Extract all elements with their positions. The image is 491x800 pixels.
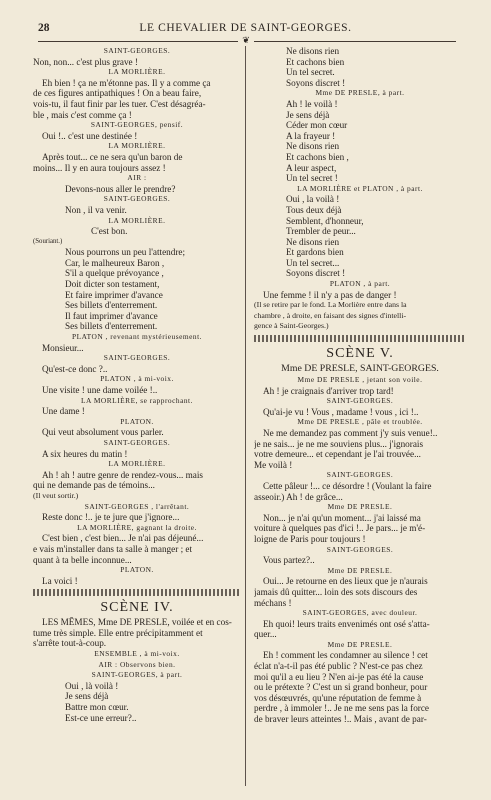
dialogue-line: Oui !.. c'est une destinée ! — [42, 130, 138, 141]
dialogue-line: qui ne demande pas de témoins... — [33, 480, 155, 491]
speaker-label: SAINT-GEORGES. — [103, 194, 171, 204]
dialogue-line: quer... — [254, 629, 277, 640]
verse-line: Devons-nous aller le prendre? — [65, 183, 176, 194]
speaker-label: SAINT-GEORGES. — [326, 544, 394, 554]
speaker-label: SAINT-GEORGES. — [103, 46, 171, 55]
verse-line: Et cachons bien — [286, 56, 345, 67]
speaker-label: SAINT-GEORGES. — [326, 470, 394, 480]
verse-line: Est-ce une erreur?.. — [65, 712, 137, 723]
verse-line: A la frayeur ! — [286, 130, 336, 141]
verse-line: Un tel secret. — [286, 67, 335, 78]
stage-direction: gence à Saint-Georges.) — [254, 321, 329, 331]
speaker-label: LA MORLIÈRE. — [108, 141, 166, 151]
speaker-label: PLATON. — [120, 565, 154, 575]
speaker-label: AIR : Observons bien. — [98, 659, 176, 669]
page-number: 28 — [38, 22, 50, 34]
dialogue-line: Une dame ! — [42, 406, 85, 417]
dialogue-line: tume très simple. Elle entre précipitamment et — [33, 627, 203, 638]
speaker-label: SAINT-GEORGES, avec douleur. — [302, 608, 418, 618]
dialogue-line: Non, non... c'est plus grave ! — [33, 56, 138, 67]
ornamental-rule — [254, 335, 466, 342]
speaker-label: SAINT-GEORGES. — [103, 353, 171, 363]
verse-line: Et gardons bien — [286, 247, 344, 258]
stage-direction: (Il se retire par le fond. La Morlière entre dans la — [254, 300, 407, 310]
speaker-label: LA MORLIÈRE. — [108, 67, 166, 77]
verse-line: Ses billets d'enterrement. — [65, 321, 158, 332]
speaker-label: PLATON , revenant mystérieusement. — [72, 332, 202, 342]
column-divider — [245, 46, 246, 786]
scene-cast: Mme DE PRESLE, SAINT-GEORGES. — [281, 363, 439, 375]
speaker-label: LA MORLIÈRE. — [108, 215, 166, 225]
dialogue-line: jamais dû quitter... loin des sots discours des — [254, 586, 418, 597]
speaker-label: ENSEMBLE , à mi-voix. — [94, 649, 180, 659]
dialogue-line: perdre , à immoler !.. Je ne me sens pas la force — [254, 703, 430, 714]
speaker-label: LA MORLIÈRE. — [108, 459, 166, 469]
speaker-label: AIR : — [127, 173, 147, 183]
verse-line: Et faire imprimer d'avance — [65, 289, 163, 300]
scene-heading: SCÈNE IV. — [100, 600, 174, 616]
dialogue-line: vois-tu, il faut finir par les tuer. C'est désagréa- — [33, 98, 206, 109]
dialogue-line: Qu'est-ce donc ?.. — [42, 363, 108, 374]
speaker-label: PLATON , à mi-voix. — [100, 374, 174, 384]
scene-heading: SCÈNE V. — [326, 346, 394, 362]
dialogue-line: moi qu'il a eu lieu ? N'en ai-je pas été la cause — [254, 671, 424, 682]
dialogue-line: A six heures du matin ! — [42, 448, 128, 459]
dialogue-line: Qui veut absolument vous parler. — [42, 427, 164, 438]
verse-line: S'il a quelque prévoyance , — [65, 268, 164, 279]
verse-line: Un tel secret ! — [286, 173, 338, 184]
dialogue-line: Eh bien ! ça ne m'étonne pas. Il y a comme ça — [42, 77, 211, 88]
verse-line: Non , il va venir. — [65, 204, 127, 215]
dialogue-line: e vais m'installer dans ta salle à manger ; et — [33, 543, 193, 554]
stage-direction: chambre , à droite, en faisant des signes d'intelli- — [254, 310, 407, 320]
dialogue-line: ble , mais c'est comme ça ! — [33, 109, 132, 120]
verse-line: Car, le malheureux Baron , — [65, 257, 165, 268]
speaker-label: Mme DE PRESLE , jetant son voile. — [297, 375, 423, 385]
verse-line: Ne disons rien — [286, 236, 340, 247]
speaker-label: SAINT-GEORGES. — [103, 437, 171, 447]
dialogue-line: méchans ! — [254, 597, 292, 608]
speaker-label: LA MORLIÈRE, se rapprochant. — [81, 395, 193, 405]
dialogue-line: Après tout... ce ne sera qu'un baron de — [42, 151, 183, 162]
dialogue-line: éclat n'a-t-il pas été public ? N'est-ce pas chez — [254, 661, 423, 672]
ornamental-rule — [33, 589, 241, 596]
dialogue-line: voiture à quelques pas d'ici !.. Je pars... je m'é- — [254, 523, 426, 534]
dialogue-line: vos désœuvrés, qu'une réputation de femme à — [254, 692, 422, 703]
verse-line: Tous deux déjà — [286, 204, 342, 215]
verse-line: C'est bon. — [91, 226, 128, 237]
dialogue-line: de ces figures antipathiques ! On a beau faire, — [33, 88, 202, 99]
verse-line: Et cachons bien , — [286, 151, 349, 162]
verse-line: A leur aspect, — [286, 162, 337, 173]
dialogue-line: Cette pâleur !... ce désordre ! (Voulant la faire — [263, 480, 432, 491]
verse-line: Je sens déjà — [286, 109, 330, 120]
dialogue-line: de braver leurs atteintes !.. Mais , avant de par- — [254, 714, 427, 725]
dialogue-line: s'arrête tout-à-coup. — [33, 638, 107, 649]
dialogue-line: Eh ! comment les condamner au silence ! cet — [263, 650, 428, 661]
speaker-label: PLATON , à part. — [329, 279, 391, 289]
verse-line: Semblent, d'honneur, — [286, 215, 364, 226]
dialogue-line: loigne de Paris pour toujours ! — [254, 533, 366, 544]
verse-line: Soyons discret ! — [286, 77, 346, 88]
dialogue-line: Ah ! je craignais d'arriver trop tard! — [263, 385, 394, 396]
verse-line: Céder mon cœur — [286, 120, 348, 131]
speaker-label: Mme DE PRESLE. — [327, 502, 393, 512]
dialogue-line: quant à ta belle inconnue... — [33, 554, 132, 565]
verse-line: Battre mon cœur. — [65, 702, 129, 713]
speaker-label: SAINT-GEORGES , l'arrêtant. — [84, 501, 190, 511]
dialogue-line: Reste donc !.. je te jure que j'ignore... — [42, 512, 180, 523]
verse-line: Nous pourrons un peu l'attendre; — [65, 247, 186, 258]
dialogue-line: Ne me demandez pas comment j'y suis venue!.. — [263, 428, 438, 438]
verse-line: Ses billets d'enterrement. — [65, 300, 158, 311]
speaker-label: Mme DE PRESLE. — [327, 565, 393, 575]
dialogue-line: je ne sais... je ne me souviens plus... j'ignorais — [254, 438, 424, 449]
dialogue-line: votre demeure... et cependant je l'ai trouvée... — [254, 449, 421, 460]
dialogue-line: asseoir.) Ah ! de grâce... — [254, 491, 343, 502]
right-text-column — [254, 46, 466, 725]
dialogue-line: Oui... Je retourne en des lieux que je n'aurais — [263, 576, 428, 587]
left-text-column — [33, 46, 241, 723]
speaker-label: LA MORLIÈRE, gagnant la droite. — [77, 522, 197, 532]
verse-line: Un tel secret... — [286, 257, 340, 268]
verse-line: Soyons discret ! — [286, 268, 346, 279]
dialogue-line: C'est bien , c'est bien... Je n'ai pas déjeuné... — [42, 533, 204, 544]
dialogue-line: Ah ! ah ! autre genre de rendez-vous... mais — [42, 469, 203, 480]
speaker-label: LA MORLIÈRE et PLATON , à part. — [297, 183, 423, 193]
dialogue-line: Me voilà ! — [254, 459, 293, 470]
speaker-label: SAINT-GEORGES, pensif. — [90, 120, 184, 130]
speaker-label: SAINT-GEORGES. — [326, 396, 394, 406]
speaker-label: Mme DE PRESLE, à part. — [315, 88, 405, 98]
dialogue-line: ou le prétexte ? C'est un si grand bonheur, pour — [254, 682, 428, 693]
dialogue-line: Monsieur... — [42, 342, 84, 353]
dialogue-line: LES MÊMES, Mme DE PRESLE, voilée et en cos- — [42, 617, 232, 628]
speaker-label: PLATON. — [120, 416, 154, 426]
dialogue-line: Une femme ! il n'y a pas de danger ! — [263, 289, 397, 300]
verse-line: Trembler de peur... — [286, 226, 356, 237]
dialogue-line: moins... Il y en aura toujours assez ! — [33, 162, 166, 173]
running-title: LE CHEVALIER DE SAINT-GEORGES. — [139, 22, 352, 34]
stage-note: (Souriant.) — [33, 237, 63, 245]
dialogue-line: Qu'ai-je vu ! Vous , madame ! vous , ici !.. — [263, 406, 419, 417]
fleuron-ornament: ❦ — [238, 36, 254, 46]
verse-line: Doit dicter son testament, — [65, 279, 160, 290]
verse-line: Oui , la voilà ! — [286, 194, 340, 205]
dialogue-line: Non... je n'ai qu'un moment... j'ai laissé ma — [263, 512, 421, 523]
verse-line: Il faut imprimer d'avance — [65, 310, 158, 321]
verse-line: Ne disons rien — [286, 46, 340, 56]
speaker-label: Mme DE PRESLE , pâle et troublée. — [297, 417, 423, 427]
verse-line: Oui , là voilà ! — [65, 680, 119, 691]
verse-line: Je sens déjà — [65, 691, 109, 702]
speaker-label: Mme DE PRESLE. — [327, 639, 393, 649]
dialogue-line: La voici ! — [42, 575, 78, 586]
dialogue-line: Eh quoi! leurs traits envenimés ont osé s'atta- — [263, 618, 430, 629]
verse-line: Ne disons rien — [286, 141, 340, 152]
verse-line: Ah ! le voilà ! — [286, 98, 338, 109]
stage-direction: (Il veut sortir.) — [33, 490, 79, 500]
dialogue-line: Vous partez?.. — [263, 555, 315, 566]
dialogue-line: Une visite ! une dame voilée !.. — [42, 385, 158, 395]
speaker-label: SAINT-GEORGES, à part. — [91, 670, 183, 680]
